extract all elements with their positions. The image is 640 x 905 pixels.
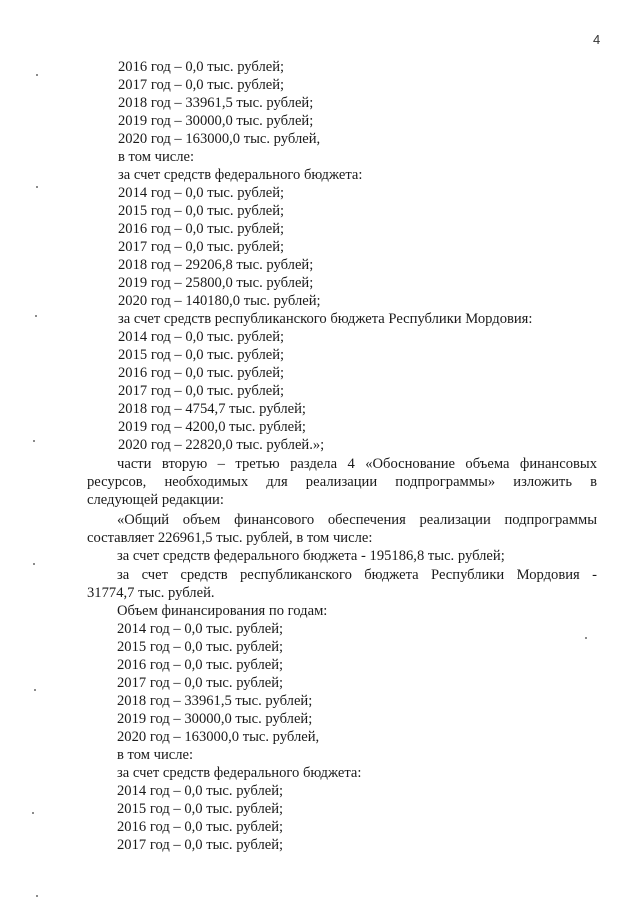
paragraph-line: за счет средств республиканского бюджета Республики Мордовия -: [117, 567, 597, 583]
text-line: в том числе:: [118, 149, 195, 165]
text-line: 2016 год – 0,0 тыс. рублей;: [117, 657, 284, 673]
text-line: за счет средств федерального бюджета:: [118, 167, 363, 183]
text-line: 2015 год – 0,0 тыс. рублей;: [117, 801, 284, 817]
text-line: за счет средств федерального бюджета:: [117, 765, 362, 781]
text-line: 2018 год – 29206,8 тыс. рублей;: [118, 257, 314, 273]
text-line: 2019 год – 30000,0 тыс. рублей;: [118, 113, 314, 129]
scan-speck: [32, 812, 34, 814]
text-line: 2016 год – 0,0 тыс. рублей;: [117, 819, 284, 835]
text-line: 2016 год – 0,0 тыс. рублей;: [118, 59, 285, 75]
text-line: 2017 год – 0,0 тыс. рублей;: [118, 77, 285, 93]
text-line: в том числе:: [117, 747, 194, 763]
text-line: 2015 год – 0,0 тыс. рублей;: [118, 203, 285, 219]
text-line: 2018 год – 33961,5 тыс. рублей;: [117, 693, 313, 709]
paragraph-line: «Общий объем финансового обеспечения реализации подпрограммы: [117, 512, 597, 528]
text-line: 2017 год – 0,0 тыс. рублей;: [117, 837, 284, 853]
paragraph-line: части вторую – третью раздела 4 «Обоснование объема финансовых: [117, 456, 597, 472]
text-line: 2020 год – 163000,0 тыс. рублей,: [118, 131, 321, 147]
scan-speck: [585, 637, 587, 639]
text-line: 2015 год – 0,0 тыс. рублей;: [118, 347, 285, 363]
text-line: 2015 год – 0,0 тыс. рублей;: [117, 639, 284, 655]
text-line: 2020 год – 163000,0 тыс. рублей,: [117, 729, 320, 745]
scan-speck: [35, 315, 37, 317]
paragraph-line: составляет 226961,5 тыс. рублей, в том числе:: [87, 530, 373, 546]
text-line: 2019 год – 25800,0 тыс. рублей;: [118, 275, 314, 291]
scan-speck: [34, 689, 36, 691]
paragraph-line: следующей редакции:: [87, 492, 224, 508]
text-line: 2019 год – 4200,0 тыс. рублей;: [118, 419, 306, 435]
scan-speck: [33, 440, 35, 442]
text-line: 2016 год – 0,0 тыс. рублей;: [118, 221, 285, 237]
text-line: 2020 год – 140180,0 тыс. рублей;: [118, 293, 321, 309]
scan-speck: [36, 74, 38, 76]
text-line: за счет средств федерального бюджета - 195186,8 тыс. рублей;: [117, 548, 505, 564]
scan-speck: [36, 186, 38, 188]
text-line: 2018 год – 4754,7 тыс. рублей;: [118, 401, 306, 417]
text-line: 2017 год – 0,0 тыс. рублей;: [117, 675, 284, 691]
text-line: 2016 год – 0,0 тыс. рублей;: [118, 365, 285, 381]
text-line: 2018 год – 33961,5 тыс. рублей;: [118, 95, 314, 111]
text-line: 2017 год – 0,0 тыс. рублей;: [118, 239, 285, 255]
text-line: 2014 год – 0,0 тыс. рублей;: [118, 329, 285, 345]
page-number: 4: [593, 32, 601, 47]
text-line: 2014 год – 0,0 тыс. рублей;: [118, 185, 285, 201]
scan-speck: [33, 563, 35, 565]
text-line: за счет средств республиканского бюджета Республики Мордовия:: [118, 311, 533, 327]
text-line: 2020 год – 22820,0 тыс. рублей.»;: [118, 437, 325, 453]
scan-speck: [36, 895, 38, 897]
text-line: 2019 год – 30000,0 тыс. рублей;: [117, 711, 313, 727]
paragraph-line: ресурсов, необходимых для реализации подпрограммы» изложить в: [87, 474, 597, 490]
paragraph-line: 31774,7 тыс. рублей.: [87, 585, 215, 601]
text-line: 2017 год – 0,0 тыс. рублей;: [118, 383, 285, 399]
text-line: 2014 год – 0,0 тыс. рублей;: [117, 783, 284, 799]
text-line: 2014 год – 0,0 тыс. рублей;: [117, 621, 284, 637]
text-line: Объем финансирования по годам:: [117, 603, 328, 619]
